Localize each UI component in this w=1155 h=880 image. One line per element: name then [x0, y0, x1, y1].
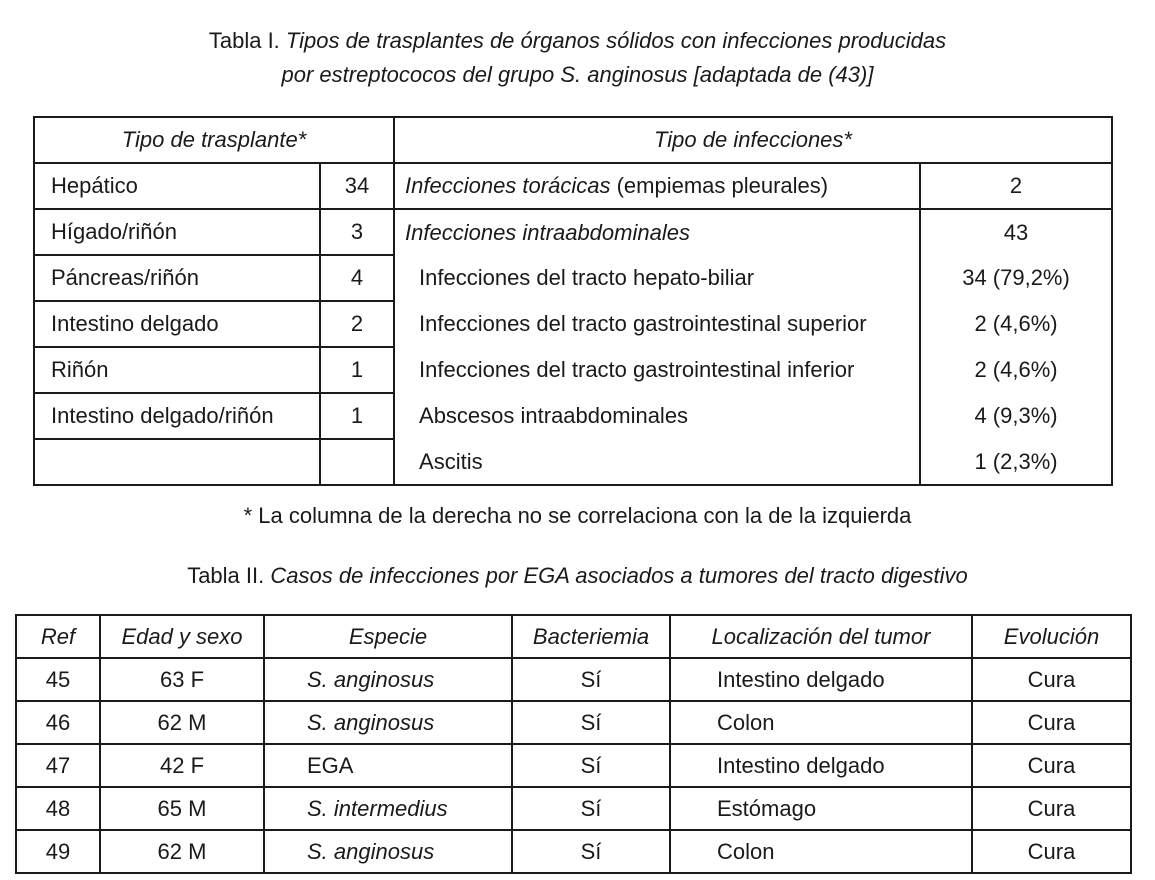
infection-subitem-label: Infecciones del tracto gastrointestinal superior — [394, 301, 920, 347]
abdominal-infections-label: Infecciones intraabdominales — [394, 209, 920, 255]
infection-subitem-label: Infecciones del tracto hepato-biliar — [394, 255, 920, 301]
infection-subitem-value: 1 (2,3%) — [920, 439, 1112, 485]
table-row — [16, 701, 1131, 744]
table1-caption — [0, 24, 1155, 92]
bacteremia-cell: Sí — [512, 658, 670, 701]
age-sex-cell: 62 M — [100, 830, 264, 873]
infection-subitem-label: Infecciones del tracto gastrointestinal inferior — [394, 347, 920, 393]
transplant-count: 1 — [320, 347, 394, 393]
species-cell: S. anginosus — [264, 701, 512, 744]
table1-footnote: * La columna de la derecha no se correlaciona con la de la izquierda — [243, 503, 912, 528]
table1-caption-prefix: Tabla I. — [208, 28, 280, 53]
thoracic-infections-value: 2 — [920, 163, 1112, 209]
location-cell: Estómago — [670, 787, 972, 830]
infection-subitem-label: Abscesos intraabdominales — [394, 393, 920, 439]
abdominal-infections-value: 43 — [920, 209, 1112, 255]
transplant-name: Hígado/riñón — [34, 209, 320, 255]
bacteremia-cell: Sí — [512, 830, 670, 873]
thoracic-infections-cell — [394, 163, 920, 209]
ref-cell: 48 — [16, 787, 100, 830]
table2-caption — [0, 559, 1155, 593]
transplant-count: 3 — [320, 209, 394, 255]
bacteremia-cell: Sí — [512, 744, 670, 787]
infection-subitem-value: 2 (4,6%) — [920, 347, 1112, 393]
empty-cell — [34, 439, 320, 485]
ref-cell: 45 — [16, 658, 100, 701]
outcome-cell: Cura — [972, 701, 1131, 744]
header-ref: Ref — [16, 615, 100, 658]
transplant-infections-table — [33, 116, 1113, 486]
header-bacteremia: Bacteriemia — [512, 615, 670, 658]
table2-caption-prefix: Tabla II. — [187, 563, 265, 588]
outcome-cell: Cura — [972, 787, 1131, 830]
age-sex-cell: 42 F — [100, 744, 264, 787]
outcome-cell: Cura — [972, 830, 1131, 873]
species-cell: S. anginosus — [264, 658, 512, 701]
species-cell: S. anginosus — [264, 830, 512, 873]
header-species: Especie — [264, 615, 512, 658]
infection-subitem-value: 2 (4,6%) — [920, 301, 1112, 347]
outcome-cell: Cura — [972, 744, 1131, 787]
bacteremia-cell: Sí — [512, 787, 670, 830]
ref-cell: 49 — [16, 830, 100, 873]
table-row — [16, 658, 1131, 701]
table2-caption-text: Casos de infecciones por EGA asociados a tumores del tracto digestivo — [270, 563, 968, 588]
header-tumor-location: Localización del tumor — [670, 615, 972, 658]
location-cell: Colon — [670, 701, 972, 744]
transplant-count: 1 — [320, 393, 394, 439]
species-cell: S. intermedius — [264, 787, 512, 830]
table-row — [16, 744, 1131, 787]
header-outcome: Evolución — [972, 615, 1131, 658]
outcome-cell: Cura — [972, 658, 1131, 701]
table1-caption-line2: por estreptococos del grupo S. anginosus [adaptada de (43)] — [281, 62, 874, 87]
age-sex-cell: 63 F — [100, 658, 264, 701]
table1-caption-line1: Tipos de trasplantes de órganos sólidos con infecciones producidas — [285, 28, 947, 53]
header-transplant-type: Tipo de trasplante* — [34, 117, 394, 163]
table-row — [16, 830, 1131, 873]
location-cell: Intestino delgado — [670, 744, 972, 787]
ref-cell: 47 — [16, 744, 100, 787]
ref-cell: 46 — [16, 701, 100, 744]
transplant-count: 34 — [320, 163, 394, 209]
transplant-name: Páncreas/riñón — [34, 255, 320, 301]
header-age-sex: Edad y sexo — [100, 615, 264, 658]
transplant-name: Intestino delgado — [34, 301, 320, 347]
species-cell: EGA — [264, 744, 512, 787]
bacteremia-cell: Sí — [512, 701, 670, 744]
location-cell: Colon — [670, 830, 972, 873]
infection-subitem-label: Ascitis — [394, 439, 920, 485]
transplant-count: 4 — [320, 255, 394, 301]
age-sex-cell: 65 M — [100, 787, 264, 830]
thoracic-infections-label: Infecciones torácicas — [405, 173, 611, 198]
thoracic-infections-detail: (empiemas pleurales) — [616, 173, 829, 198]
transplant-count: 2 — [320, 301, 394, 347]
table-row — [16, 787, 1131, 830]
empty-cell — [320, 439, 394, 485]
age-sex-cell: 62 M — [100, 701, 264, 744]
infection-subitem-value: 34 (79,2%) — [920, 255, 1112, 301]
header-infection-type: Tipo de infecciones* — [394, 117, 1112, 163]
location-cell: Intestino delgado — [670, 658, 972, 701]
transplant-name: Riñón — [34, 347, 320, 393]
tumor-infections-table — [15, 614, 1132, 874]
infection-subitem-value: 4 (9,3%) — [920, 393, 1112, 439]
transplant-name: Intestino delgado/riñón — [34, 393, 320, 439]
transplant-name: Hepático — [34, 163, 320, 209]
